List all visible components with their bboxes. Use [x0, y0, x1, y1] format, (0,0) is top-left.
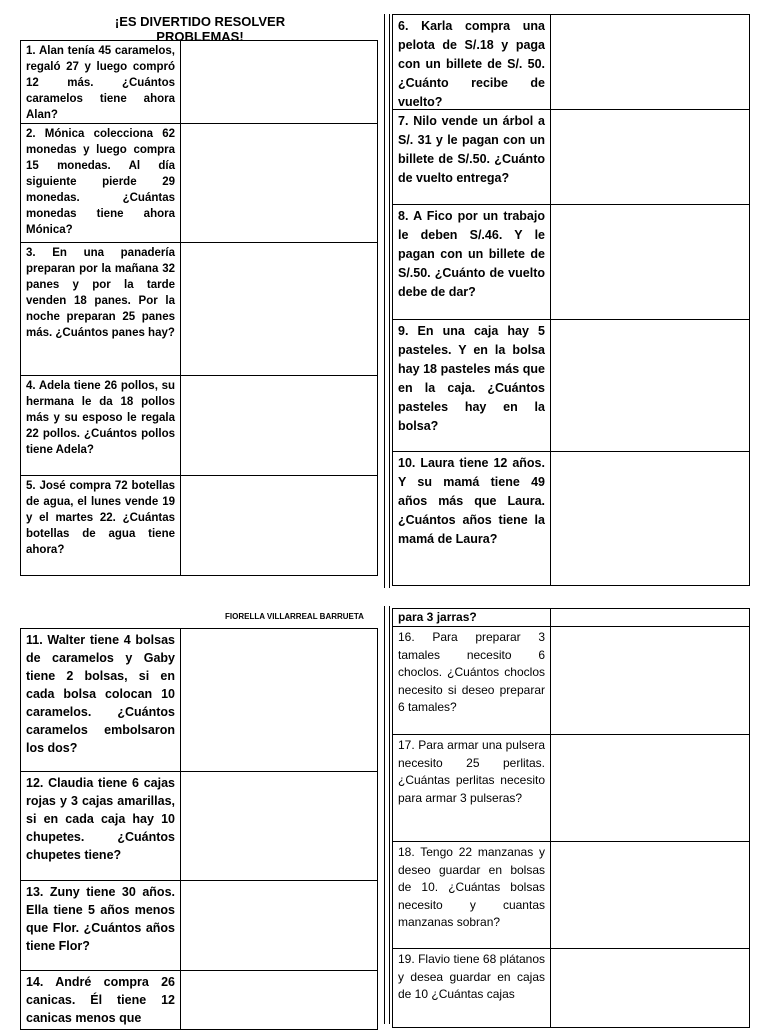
answer-cell[interactable] — [551, 609, 749, 626]
problem-row — [392, 109, 750, 205]
problem-row — [392, 626, 750, 735]
answer-cell[interactable] — [181, 376, 377, 475]
column-divider — [389, 606, 390, 1024]
answer-cell[interactable] — [551, 452, 749, 585]
answer-cell[interactable] — [181, 476, 377, 575]
problem-text: 10. Laura tiene 12 años. Y su mamá tiene 49 años más que Laura. ¿Cuántos años tiene la mamá de Laura? — [393, 452, 551, 585]
answer-cell[interactable] — [181, 881, 377, 970]
problem-text: 9. En una caja hay 5 pasteles. Y en la bolsa hay 18 pasteles más que en la caja. ¿Cuántos pasteles hay en la bolsa? — [393, 320, 551, 451]
problem-text: 6. Karla compra una pelota de S/.18 y paga con un billete de S/. 50. ¿Cuánto recibe de vuelto? — [393, 15, 551, 109]
problem-row — [20, 375, 378, 476]
problem-row — [20, 970, 378, 1030]
problem-text: 12. Claudia tiene 6 cajas rojas y 3 cajas amarillas, si en cada caja hay 10 chupetes. ¿Cuántos chupetes tiene? — [21, 772, 181, 880]
problem-text: 16. Para preparar 3 tamales necesito 6 choclos. ¿Cuántos choclos necesito si deseo preparar 6 tamales? — [393, 627, 551, 734]
problem-text: 17. Para armar una pulsera necesito 25 perlitas. ¿Cuántas perlitas necesito para armar 3 pulseras? — [393, 735, 551, 841]
problems-table-top-left — [20, 40, 378, 576]
problem-text: 2. Mónica colecciona 62 monedas y luego compra 15 monedas. Al día siguiente pierde 29 monedas. ¿Cuántas monedas tiene ahora Mónica? — [21, 124, 181, 242]
answer-cell[interactable] — [551, 205, 749, 319]
answer-cell[interactable] — [181, 629, 377, 771]
answer-cell[interactable] — [551, 842, 749, 948]
problem-text: 11. Walter tiene 4 bolsas de caramelos y Gaby tiene 2 bolsas, si en cada bolsa colocan 10 caramelos. ¿Cuántos caramelos embolsaron los dos? — [21, 629, 181, 771]
problem-row — [20, 475, 378, 576]
problem-row — [392, 451, 750, 586]
problem-text: 19. Flavio tiene 68 plátanos y desea guardar en cajas de 10 ¿Cuántas cajas — [393, 949, 551, 1027]
problems-table-bottom-left — [20, 628, 378, 1024]
problem-text: 8. A Fico por un trabajo le deben S/.46. Y le pagan con un billete de S/.50. ¿Cuánto de vuelto debe de dar? — [393, 205, 551, 319]
answer-cell[interactable] — [551, 735, 749, 841]
answer-cell[interactable] — [181, 772, 377, 880]
answer-cell[interactable] — [551, 627, 749, 734]
problem-row — [20, 123, 378, 243]
column-divider — [384, 14, 385, 588]
answer-cell[interactable] — [551, 15, 749, 109]
problem-row — [392, 948, 750, 1028]
worksheet-title: ¡ES DIVERTIDO RESOLVER PROBLEMAS! — [114, 14, 286, 44]
problem-row — [392, 608, 750, 627]
answer-cell[interactable] — [551, 110, 749, 204]
column-divider — [384, 606, 385, 1024]
problems-table-top-right — [392, 14, 750, 586]
answer-cell[interactable] — [551, 949, 749, 1027]
problem-text: 7. Nilo vende un árbol a S/. 31 y le pagan con un billete de S/.50. ¿Cuánto de vuelto entrega? — [393, 110, 551, 204]
answer-cell[interactable] — [181, 41, 377, 123]
answer-cell[interactable] — [181, 124, 377, 242]
answer-cell[interactable] — [551, 320, 749, 451]
problem-row — [392, 841, 750, 949]
problem-text: 18. Tengo 22 manzanas y deseo guardar en bolsas de 10. ¿Cuántas bolsas necesito y cuantas manzanas sobran? — [393, 842, 551, 948]
author-name: FIORELLA VILLARREAL BARRUETA — [225, 612, 364, 621]
problem-text: para 3 jarras? — [393, 609, 551, 626]
column-divider — [389, 14, 390, 588]
problem-row — [392, 14, 750, 110]
problem-row — [392, 319, 750, 452]
problem-text: 4. Adela tiene 26 pollos, su hermana le da 18 pollos más y su esposo le regala 22 pollos. ¿Cuántos pollos tiene Adela? — [21, 376, 181, 475]
problems-table-bottom-right — [392, 608, 750, 1024]
problem-row — [392, 204, 750, 320]
problem-row — [20, 242, 378, 376]
problem-text: 1. Alan tenía 45 caramelos, regaló 27 y luego compró 12 más. ¿Cuántos caramelos tiene ahora Alan? — [21, 41, 181, 123]
problem-text: 13. Zuny tiene 30 años. Ella tiene 5 años menos que Flor. ¿Cuántos años tiene Flor? — [21, 881, 181, 970]
problem-text: 14. André compra 26 canicas. Él tiene 12 canicas menos que — [21, 971, 181, 1029]
problem-row — [20, 771, 378, 881]
problem-text: 5. José compra 72 botellas de agua, el lunes vende 19 y el martes 22. ¿Cuántas botellas de agua tiene ahora? — [21, 476, 181, 575]
problem-row — [20, 40, 378, 124]
answer-cell[interactable] — [181, 243, 377, 375]
answer-cell[interactable] — [181, 971, 377, 1029]
problem-text: 3. En una panadería preparan por la mañana 32 panes y por la tarde venden 18 panes. Por la noche preparan 25 panes más. ¿Cuántos panes hay? — [21, 243, 181, 375]
problem-row — [392, 734, 750, 842]
problem-row — [20, 880, 378, 971]
problem-row — [20, 628, 378, 772]
